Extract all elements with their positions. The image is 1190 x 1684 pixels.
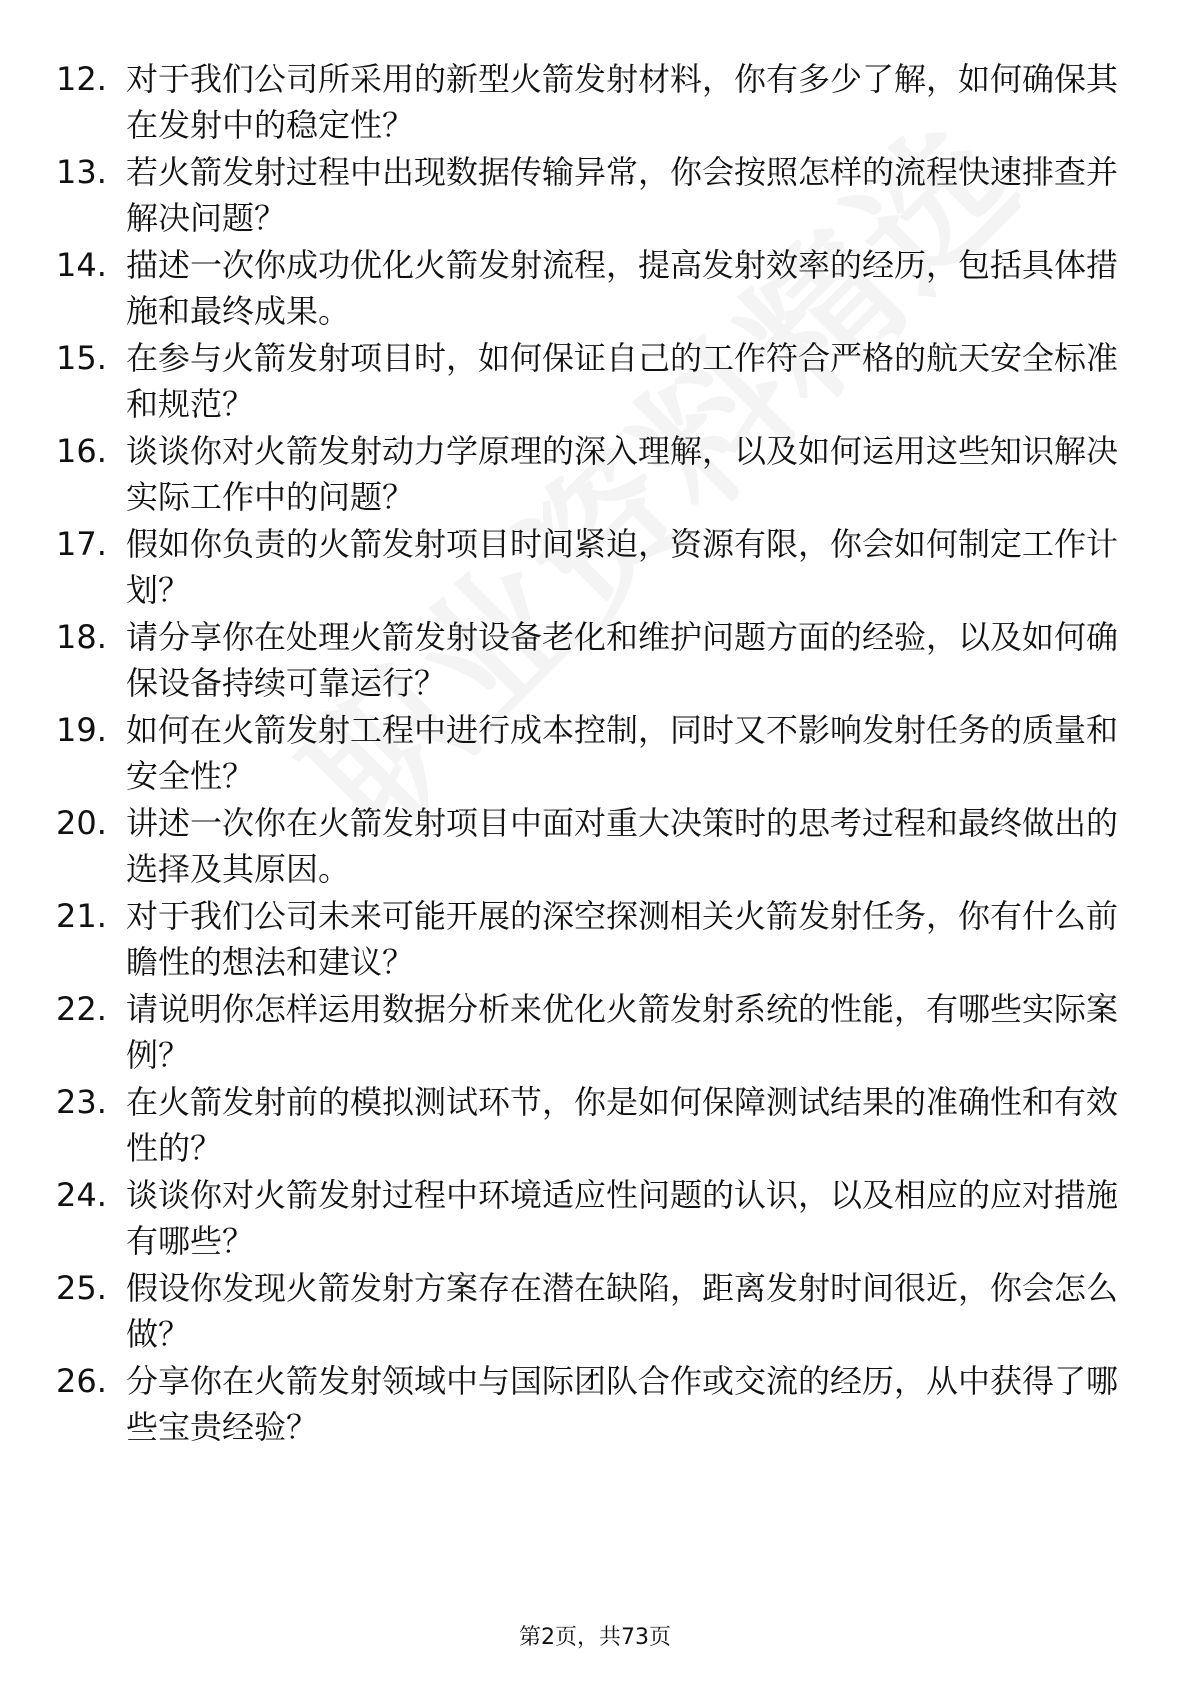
question-item	[56, 149, 1136, 242]
question-text: 在火箭发射前的模拟测试环节，你是如何保障测试结果的准确性和有效性的？	[126, 1083, 1119, 1167]
question-list	[56, 56, 1136, 1451]
question-number: 25.	[56, 1269, 107, 1307]
question-item	[56, 521, 1136, 614]
question-number: 20.	[56, 804, 107, 842]
question-number: 16.	[56, 432, 107, 470]
question-number: 17.	[56, 525, 107, 563]
question-item	[56, 893, 1136, 986]
question-item	[56, 1265, 1136, 1358]
question-item	[56, 428, 1136, 521]
question-number: 14.	[56, 246, 107, 284]
question-text: 请分享你在处理火箭发射设备老化和维护问题方面的经验，以及如何确保设备持续可靠运行？	[126, 618, 1119, 702]
question-number: 21.	[56, 897, 107, 935]
question-item	[56, 335, 1136, 428]
question-text: 谈谈你对火箭发射动力学原理的深入理解，以及如何运用这些知识解决实际工作中的问题？	[126, 432, 1119, 516]
question-number: 12.	[56, 60, 107, 98]
page-footer: 第2页，共73页	[519, 1625, 671, 1650]
question-item	[56, 56, 1136, 149]
question-text: 假如你负责的火箭发射项目时间紧迫，资源有限，你会如何制定工作计划？	[126, 525, 1119, 609]
question-text: 对于我们公司未来可能开展的深空探测相关火箭发射任务，你有什么前瞻性的想法和建议？	[126, 897, 1119, 981]
question-text: 在参与火箭发射项目时，如何保证自己的工作符合严格的航天安全标准和规范？	[126, 339, 1119, 423]
question-item	[56, 1079, 1136, 1172]
question-number: 18.	[56, 618, 107, 656]
question-text: 对于我们公司所采用的新型火箭发射材料，你有多少了解，如何确保其在发射中的稳定性？	[126, 60, 1119, 144]
question-item	[56, 614, 1136, 707]
question-number: 13.	[56, 153, 107, 191]
question-number: 22.	[56, 990, 107, 1028]
question-number: 19.	[56, 711, 107, 749]
question-text: 讲述一次你在火箭发射项目中面对重大决策时的思考过程和最终做出的选择及其原因。	[126, 804, 1119, 888]
question-text: 若火箭发射过程中出现数据传输异常，你会按照怎样的流程快速排查并解决问题？	[126, 153, 1119, 237]
question-number: 23.	[56, 1083, 107, 1121]
question-item	[56, 986, 1136, 1079]
question-text: 分享你在火箭发射领域中与国际团队合作或交流的经历，从中获得了哪些宝贵经验？	[126, 1362, 1119, 1446]
question-text: 谈谈你对火箭发射过程中环境适应性问题的认识，以及相应的应对措施有哪些？	[126, 1176, 1119, 1260]
question-item	[56, 1358, 1136, 1451]
question-text: 描述一次你成功优化火箭发射流程，提高发射效率的经历，包括具体措施和最终成果。	[126, 246, 1119, 330]
question-item	[56, 800, 1136, 893]
question-text: 请说明你怎样运用数据分析来优化火箭发射系统的性能，有哪些实际案例？	[126, 990, 1119, 1074]
question-item	[56, 707, 1136, 800]
question-text: 假设你发现火箭发射方案存在潜在缺陷，距离发射时间很近，你会怎么做？	[126, 1269, 1119, 1353]
question-number: 26.	[56, 1362, 107, 1400]
question-number: 24.	[56, 1176, 107, 1214]
question-text: 如何在火箭发射工程中进行成本控制，同时又不影响发射任务的质量和安全性？	[126, 711, 1119, 795]
question-item	[56, 1172, 1136, 1265]
question-item	[56, 242, 1136, 335]
question-number: 15.	[56, 339, 107, 377]
